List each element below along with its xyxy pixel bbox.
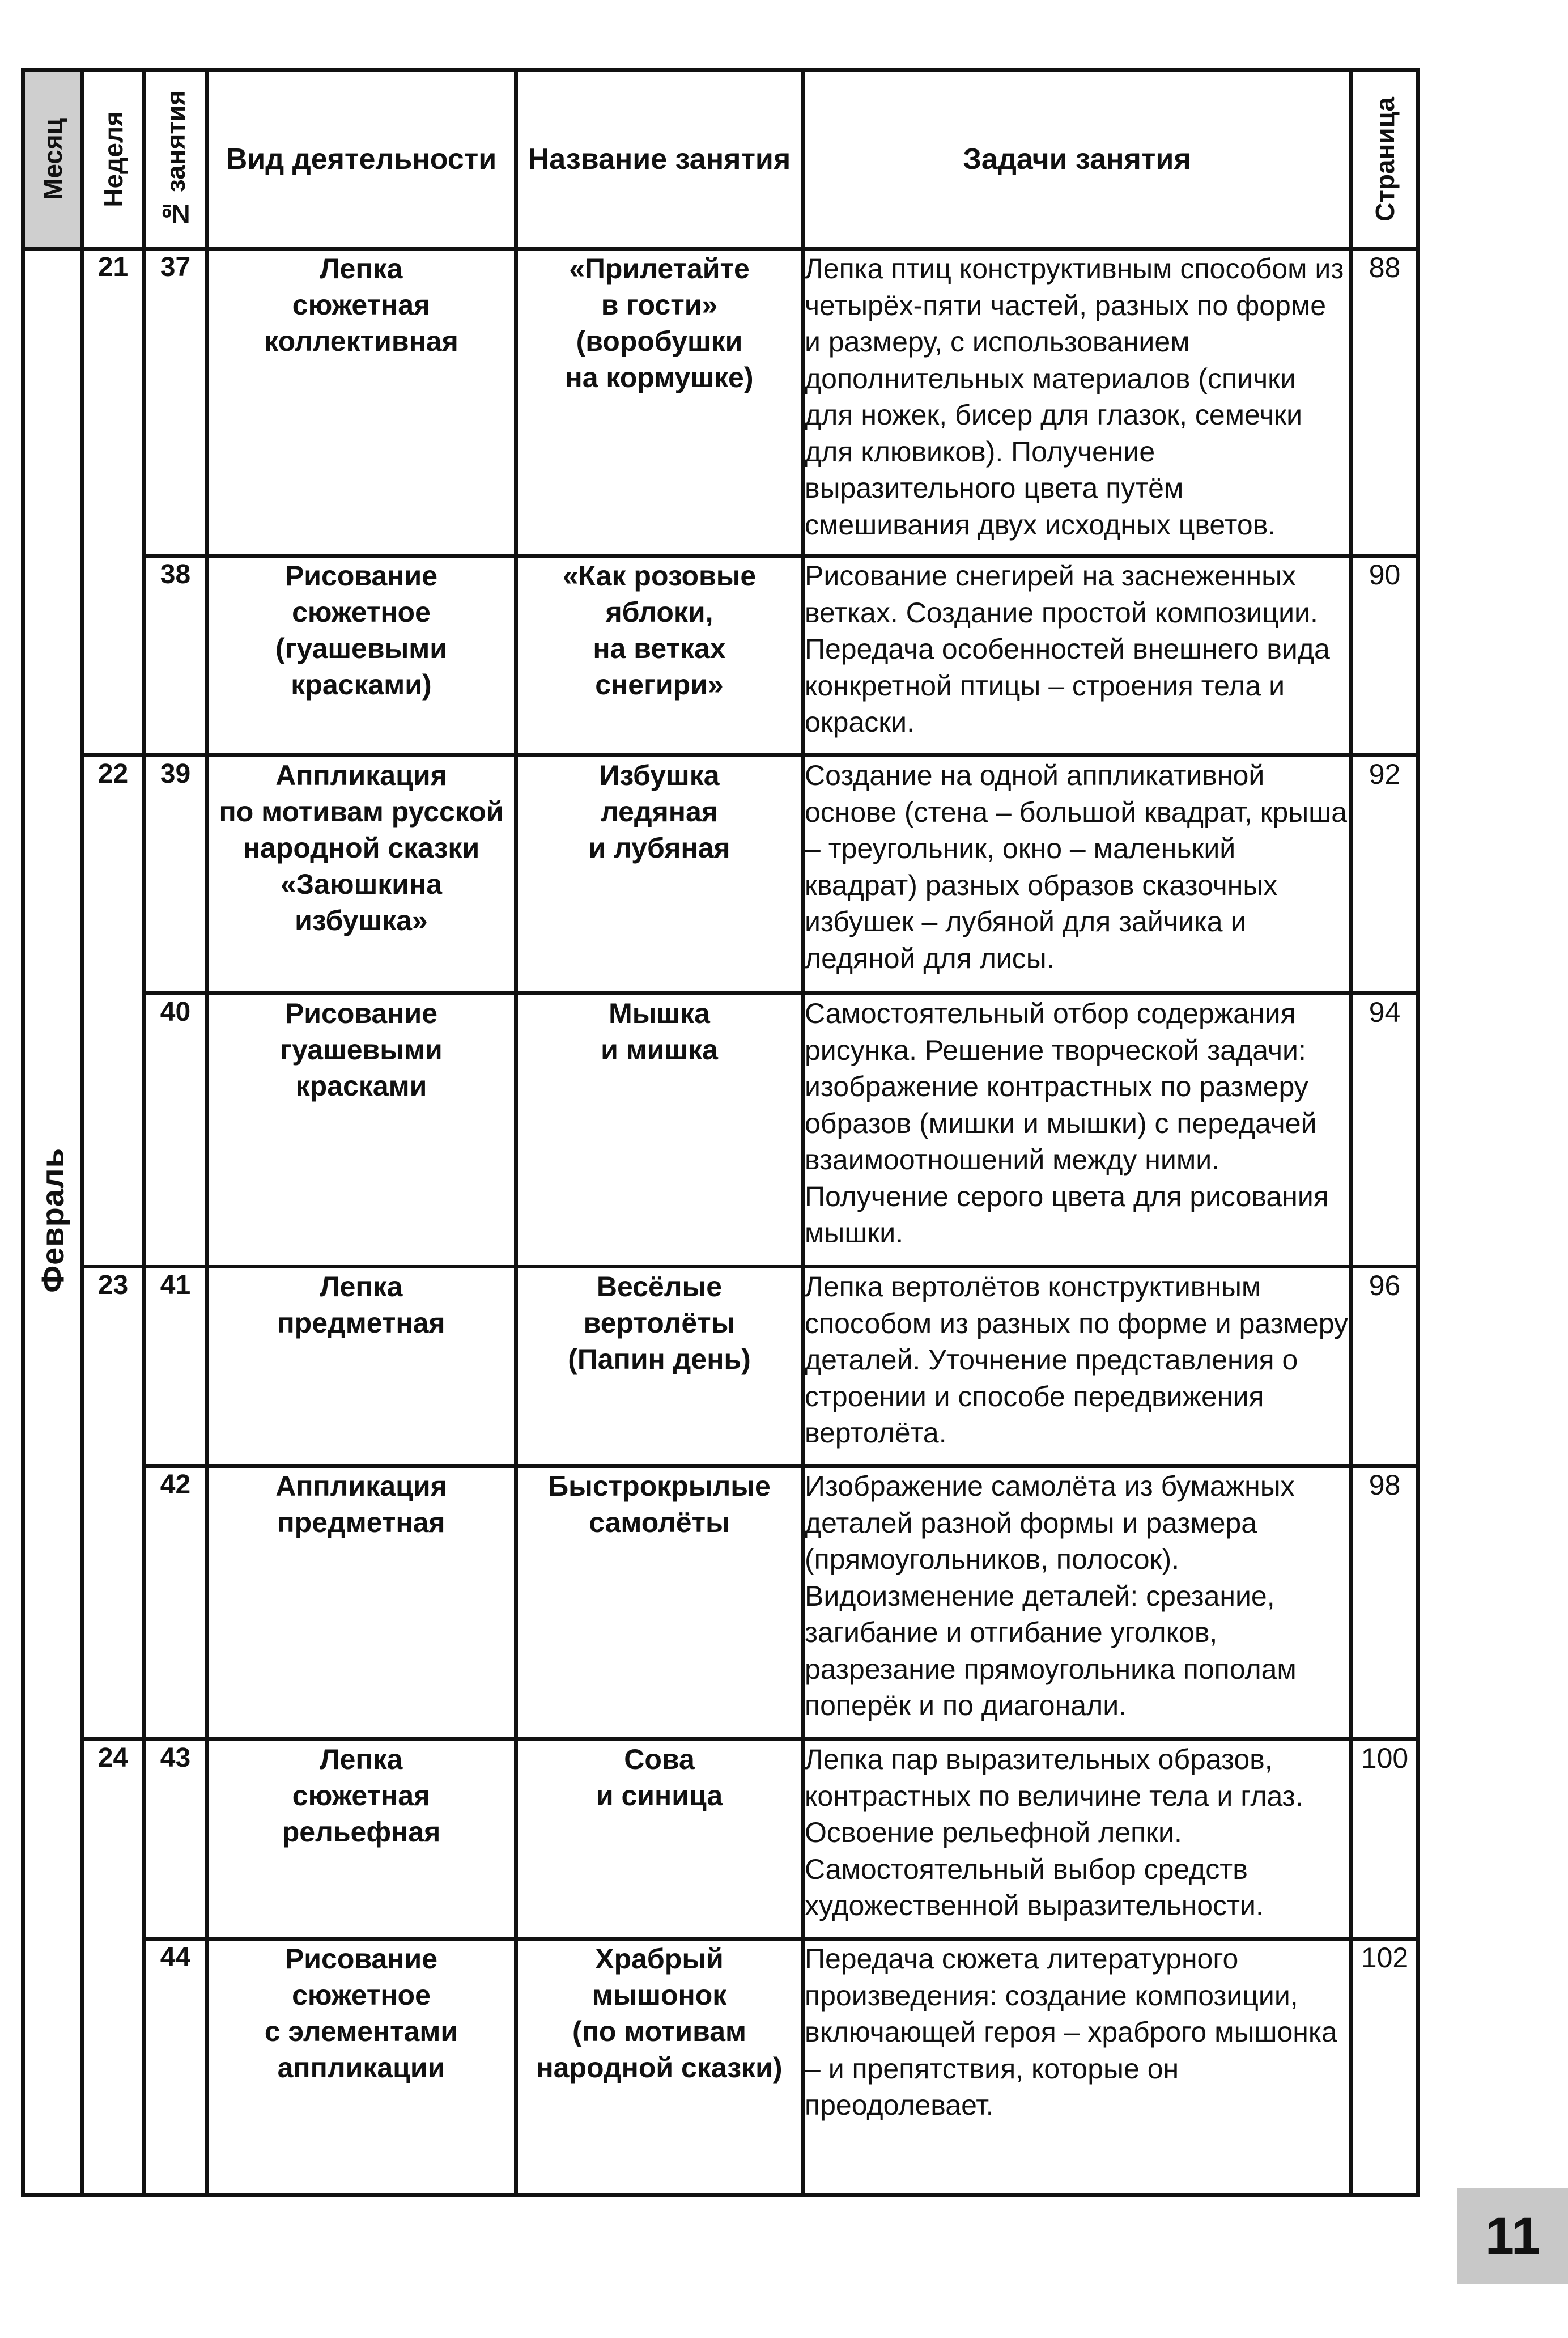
activity-type: Лепка сюжетная коллективная — [207, 249, 516, 556]
lesson-title: «Как розовые яблоки, на ветках снегири» — [516, 556, 803, 756]
lesson-title: «Прилетайте в гости» (воробушки на кормушке) — [516, 249, 803, 556]
lesson-number: 44 — [145, 1939, 207, 2195]
page-ref: 98 — [1352, 1466, 1418, 1739]
page-ref: 100 — [1352, 1739, 1418, 1939]
table-row — [23, 556, 1418, 756]
lesson-number: 42 — [145, 1466, 207, 1739]
activity-type: Аппликация по мотивам русской народной сказки «Заюшкина избушка» — [207, 756, 516, 994]
page-ref: 88 — [1352, 249, 1418, 556]
lesson-tasks: Создание на одной аппликативной основе (стена – большой квадрат, крыша – треугольник, окно – маленький квадрат) разных образов сказочных избушек – лубяной для зайчика и ледяной для лисы. — [803, 756, 1352, 994]
table-row — [23, 994, 1418, 1267]
header-lesson-title: Название занятия — [516, 70, 803, 249]
table-row — [23, 756, 1418, 994]
page-number: 11 — [1457, 2188, 1568, 2284]
header-month: Месяц — [23, 70, 82, 249]
lesson-title: Храбрый мышонок (по мотивам народной сказки) — [516, 1939, 803, 2195]
table-row — [23, 1939, 1418, 2195]
page-ref: 96 — [1352, 1267, 1418, 1466]
lesson-title: Сова и синица — [516, 1739, 803, 1939]
table-row — [23, 1267, 1418, 1466]
header-page: Страница — [1352, 70, 1418, 249]
lesson-title: Избушка ледяная и лубяная — [516, 756, 803, 994]
week-cell: 22 — [82, 756, 145, 1267]
lesson-plan-table — [21, 68, 1420, 2197]
lesson-tasks: Лепка пар выразительных образов, контрастных по величине тела и глаз. Освоение рельефной лепки. Самостоятельный выбор средств художественной выразительности. — [803, 1739, 1352, 1939]
page-ref: 94 — [1352, 994, 1418, 1267]
table-header-row — [23, 70, 1418, 249]
activity-type: Лепка сюжетная рельефная — [207, 1739, 516, 1939]
activity-type: Аппликация предметная — [207, 1466, 516, 1739]
table-row — [23, 1739, 1418, 1939]
activity-type: Рисование сюжетное (гуашевыми красками) — [207, 556, 516, 756]
activity-type: Лепка предметная — [207, 1267, 516, 1466]
header-week: Неделя — [82, 70, 145, 249]
table-row — [23, 1466, 1418, 1739]
lesson-number: 38 — [145, 556, 207, 756]
page-ref: 92 — [1352, 756, 1418, 994]
lesson-tasks: Рисование снегирей на заснеженных ветках. Создание простой композиции. Передача особенностей внешнего вида конкретной птицы – строения тела и окраски. — [803, 556, 1352, 756]
header-activity: Вид деятельности — [207, 70, 516, 249]
week-cell: 24 — [82, 1739, 145, 2195]
lesson-title: Быстрокрылые самолёты — [516, 1466, 803, 1739]
lesson-number: 39 — [145, 756, 207, 994]
week-cell: 21 — [82, 249, 145, 756]
month-cell: Февраль — [23, 249, 82, 2195]
lesson-tasks: Лепка вертолётов конструктивным способом из разных по форме и размеру деталей. Уточнение представления о строении и способе передвижения вертолёта. — [803, 1267, 1352, 1466]
header-tasks: Задачи занятия — [803, 70, 1352, 249]
lesson-number: 37 — [145, 249, 207, 556]
activity-type: Рисование гуашевыми красками — [207, 994, 516, 1267]
week-cell: 23 — [82, 1267, 145, 1739]
lesson-tasks: Лепка птиц конструктивным способом из четырёх-пяти частей, разных по форме и размеру, с использованием дополнительных материалов (спички для ножек, бисер для глазок, семечки для клювиков). Получение выразительного цвета путём смешивания двух исходных цветов. — [803, 249, 1352, 556]
table-row — [23, 249, 1418, 556]
lesson-tasks: Передача сюжета литературного произведения: создание композиции, включающей героя – храброго мышонка – и препятствия, которые он преодолевает. — [803, 1939, 1352, 2195]
lesson-number: 43 — [145, 1739, 207, 1939]
lesson-number: 41 — [145, 1267, 207, 1466]
activity-type: Рисование сюжетное с элементами аппликации — [207, 1939, 516, 2195]
lesson-number: 40 — [145, 994, 207, 1267]
lesson-tasks: Изображение самолёта из бумажных деталей разной формы и размера (прямоугольников, полосок). Видоизменение деталей: срезание, загибание и отгибание уголков, разрезание прямоугольника пополам поперёк и по диагонали. — [803, 1466, 1352, 1739]
header-lesson-number: № занятия — [145, 70, 207, 249]
page-ref: 102 — [1352, 1939, 1418, 2195]
lesson-tasks: Самостоятельный отбор содержания рисунка. Решение творческой задачи: изображение контрастных по размеру образов (мишки и мышки) с передачей взаимоотношений между ними. Получение серого цвета для рисования мышки. — [803, 994, 1352, 1267]
lesson-title: Весёлые вертолёты (Папин день) — [516, 1267, 803, 1466]
page-ref: 90 — [1352, 556, 1418, 756]
lesson-title: Мышка и мишка — [516, 994, 803, 1267]
